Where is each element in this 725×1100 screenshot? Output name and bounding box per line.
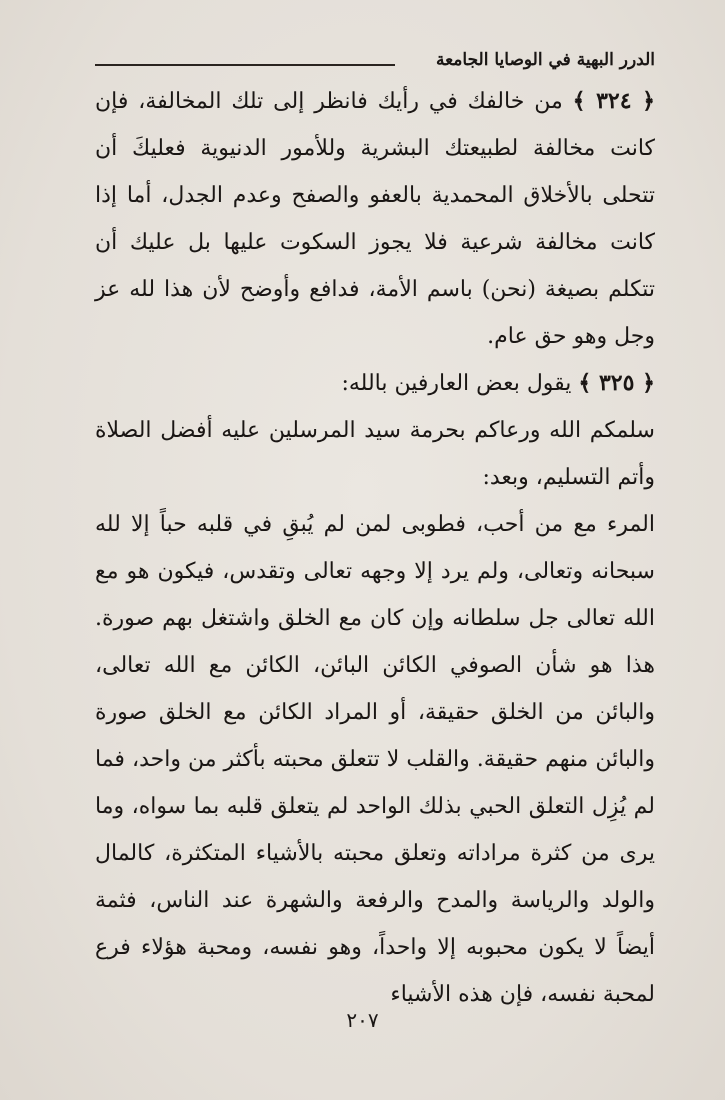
paragraph-325 — [95, 360, 655, 407]
paragraph-number: ﴿ ٣٢٤ ﴾ — [572, 88, 655, 114]
letter-body — [95, 501, 655, 1018]
paragraph-text: يقول بعض العارفين بالله: — [341, 371, 572, 396]
letter-greeting — [95, 407, 655, 501]
paragraph-text: المرء مع من أحب، فطوبى لمن لم يُبقِ في قلبه حباً إلا لله سبحانه وتعالى، ولم يرد إلا وجهه تعالى وتقدس، فيكون هو مع الله تعالى جل سلطانه وإن كان مع الخلق واشتغل بهم صورة. هذا هو شأن الصوفي الكائن البائن، الكائن مع الله تعالى، والبائن من الخلق حقيقة، أو المراد الكائن مع الخلق صورة والبائن منهم حقيقة. والقلب لا تتعلق محبته بأكثر من واحد، فما لم يُزِل التعلق الحبي بذلك الواحد لم يتعلق قلبه بما سواه، وما يرى من كثرة مراداته وتعلق محبته بالأشياء المتكثرة، كالمال والولد والرياسة والمدح والرفعة والشهرة عند الناس، فثمة أيضاً لا يكون محبوبه إلا واحداً، وهو نفسه، ومحبة هؤلاء فرع لمحبة نفسه، فإن هذه الأشياء — [95, 512, 656, 1007]
page-number: ٢٠٧ — [346, 1008, 379, 1032]
running-title: الدرر البهية في الوصايا الجامعة — [435, 50, 655, 70]
page-body — [95, 78, 655, 1018]
paragraph-number: ﴿ ٣٢٥ ﴾ — [578, 370, 655, 396]
header-rule — [95, 64, 395, 66]
paragraph-text: من خالفك في رأيك فانظر إلى تلك المخالفة، فإن كانت مخالفة لطبيعتك البشرية وللأمور الدنيوية فعليكَ أن تتحلى بالأخلاق المحمدية بالعفو والصفح وعدم الجدل، أما إذا كانت مخالفة شرعية فلا يجوز السكوت عليها بل عليك أن تتكلم بصيغة (نحن) باسم الأمة، فدافع وأوضح لأن هذا لله عز وجل وهو حق عام. — [95, 89, 655, 349]
paragraph-324 — [95, 78, 655, 360]
paragraph-text: سلمكم الله ورعاكم بحرمة سيد المرسلين عليه أفضل الصلاة وأتم التسليم، وبعد: — [95, 418, 655, 490]
